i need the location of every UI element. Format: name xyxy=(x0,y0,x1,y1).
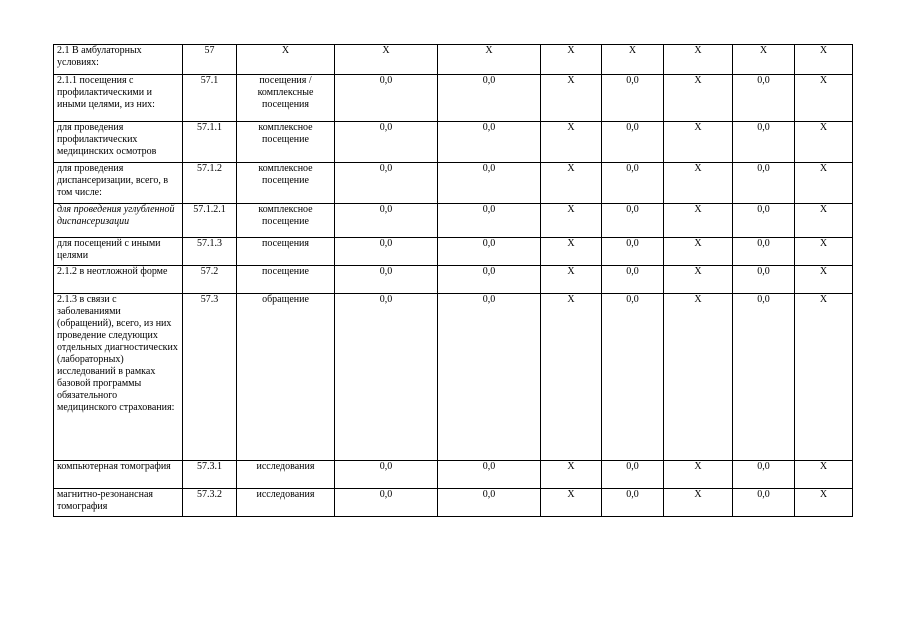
row-name-cell: 2.1.2 в неотложной форме xyxy=(54,266,183,294)
row-value-cell: Х xyxy=(795,461,853,489)
row-name-cell: магнитно-резонансная томография xyxy=(54,489,183,517)
row-code-cell: 57.3.2 xyxy=(183,489,237,517)
row-value-cell: Х xyxy=(664,238,733,266)
row-unit-cell: посещения xyxy=(237,238,335,266)
row-value-cell: Х xyxy=(664,45,733,75)
row-value-cell: Х xyxy=(541,75,602,122)
row-value-cell: Х xyxy=(664,204,733,238)
row-value-cell: 0,0 xyxy=(335,294,438,461)
row-value-cell: Х xyxy=(541,122,602,163)
row-value-cell: Х xyxy=(664,294,733,461)
row-value-cell: 0,0 xyxy=(335,266,438,294)
table-row xyxy=(54,266,853,294)
row-value-cell: 0,0 xyxy=(335,163,438,204)
row-value-cell: 0,0 xyxy=(733,294,795,461)
row-value-cell: Х xyxy=(541,461,602,489)
row-value-cell: Х xyxy=(795,75,853,122)
row-value-cell: 0,0 xyxy=(438,266,541,294)
row-unit-cell: исследования xyxy=(237,489,335,517)
row-value-cell: Х xyxy=(795,122,853,163)
row-code-cell: 57.1.3 xyxy=(183,238,237,266)
row-value-cell: Х xyxy=(795,489,853,517)
row-value-cell: 0,0 xyxy=(335,238,438,266)
table-row xyxy=(54,45,853,75)
row-value-cell: 0,0 xyxy=(335,489,438,517)
row-code-cell: 57.1.1 xyxy=(183,122,237,163)
row-value-cell: 0,0 xyxy=(438,489,541,517)
row-code-cell: 57.2 xyxy=(183,266,237,294)
row-value-cell: 0,0 xyxy=(438,204,541,238)
row-value-cell: Х xyxy=(602,45,664,75)
row-code-cell: 57 xyxy=(183,45,237,75)
table-row xyxy=(54,489,853,517)
row-name-cell: для посещений с иными целями xyxy=(54,238,183,266)
row-value-cell: Х xyxy=(541,163,602,204)
row-value-cell: Х xyxy=(541,294,602,461)
row-value-cell: 0,0 xyxy=(733,122,795,163)
row-value-cell: 0,0 xyxy=(733,238,795,266)
row-value-cell: 0,0 xyxy=(335,122,438,163)
row-name-cell: 2.1 В амбулаторных условиях: xyxy=(54,45,183,75)
row-value-cell: 0,0 xyxy=(602,204,664,238)
row-value-cell: 0,0 xyxy=(438,238,541,266)
row-value-cell: Х xyxy=(795,204,853,238)
table-row xyxy=(54,294,853,461)
row-value-cell: 0,0 xyxy=(602,489,664,517)
row-value-cell: 0,0 xyxy=(602,294,664,461)
row-value-cell: Х xyxy=(795,266,853,294)
table-row xyxy=(54,75,853,122)
row-value-cell: 0,0 xyxy=(733,461,795,489)
row-value-cell: Х xyxy=(541,238,602,266)
row-value-cell: Х xyxy=(664,75,733,122)
row-unit-cell: комплексное посещение xyxy=(237,122,335,163)
row-code-cell: 57.1.2 xyxy=(183,163,237,204)
row-value-cell: 0,0 xyxy=(602,266,664,294)
row-value-cell: Х xyxy=(664,489,733,517)
row-code-cell: 57.1.2.1 xyxy=(183,204,237,238)
table-row xyxy=(54,122,853,163)
row-value-cell: 0,0 xyxy=(335,75,438,122)
row-value-cell: 0,0 xyxy=(438,461,541,489)
row-unit-cell: посещения / комплексные посещения xyxy=(237,75,335,122)
row-value-cell: Х xyxy=(664,266,733,294)
table-row xyxy=(54,163,853,204)
row-unit-cell: посещение xyxy=(237,266,335,294)
row-value-cell: 0,0 xyxy=(438,294,541,461)
row-name-cell: 2.1.1 посещения с профилактическими и иными целями, из них: xyxy=(54,75,183,122)
row-value-cell: Х xyxy=(795,294,853,461)
row-unit-cell: обращение xyxy=(237,294,335,461)
row-value-cell: 0,0 xyxy=(733,266,795,294)
data-table xyxy=(53,44,853,517)
row-unit-cell: исследования xyxy=(237,461,335,489)
row-value-cell: Х xyxy=(541,45,602,75)
row-unit-cell: комплексное посещение xyxy=(237,204,335,238)
row-value-cell: Х xyxy=(795,238,853,266)
row-name-cell: для проведения профилактических медицинских осмотров xyxy=(54,122,183,163)
row-value-cell: 0,0 xyxy=(335,461,438,489)
row-value-cell: Х xyxy=(335,45,438,75)
row-value-cell: 0,0 xyxy=(438,75,541,122)
row-code-cell: 57.1 xyxy=(183,75,237,122)
row-value-cell: 0,0 xyxy=(602,238,664,266)
row-value-cell: Х xyxy=(733,45,795,75)
table-row xyxy=(54,461,853,489)
row-value-cell: Х xyxy=(795,45,853,75)
row-unit-cell: Х xyxy=(237,45,335,75)
row-value-cell: 0,0 xyxy=(733,75,795,122)
row-value-cell: 0,0 xyxy=(602,461,664,489)
row-name-cell: для проведения диспансеризации, всего, в том числе: xyxy=(54,163,183,204)
row-code-cell: 57.3 xyxy=(183,294,237,461)
table-body xyxy=(54,45,853,517)
table-row xyxy=(54,238,853,266)
row-value-cell: Х xyxy=(541,489,602,517)
row-value-cell: 0,0 xyxy=(438,122,541,163)
row-value-cell: Х xyxy=(664,461,733,489)
row-code-cell: 57.3.1 xyxy=(183,461,237,489)
row-value-cell: Х xyxy=(664,163,733,204)
row-value-cell: 0,0 xyxy=(602,122,664,163)
row-name-cell: 2.1.3 в связи с заболеваниями (обращений), всего, из них проведение следующих отдельных диагностических (лабораторных) исследований в рамках базовой программы обязательного медицинского страхования: xyxy=(54,294,183,461)
row-value-cell: Х xyxy=(541,266,602,294)
table-row xyxy=(54,204,853,238)
row-name-cell: компьютерная томография xyxy=(54,461,183,489)
row-value-cell: 0,0 xyxy=(733,489,795,517)
row-value-cell: Х xyxy=(438,45,541,75)
row-value-cell: 0,0 xyxy=(602,75,664,122)
row-value-cell: 0,0 xyxy=(733,204,795,238)
row-name-cell: для проведения углубленной диспансеризации xyxy=(54,204,183,238)
row-value-cell: 0,0 xyxy=(335,204,438,238)
row-value-cell: 0,0 xyxy=(438,163,541,204)
row-value-cell: 0,0 xyxy=(602,163,664,204)
row-value-cell: 0,0 xyxy=(733,163,795,204)
row-value-cell: Х xyxy=(541,204,602,238)
row-value-cell: Х xyxy=(664,122,733,163)
row-unit-cell: комплексное посещение xyxy=(237,163,335,204)
row-value-cell: Х xyxy=(795,163,853,204)
